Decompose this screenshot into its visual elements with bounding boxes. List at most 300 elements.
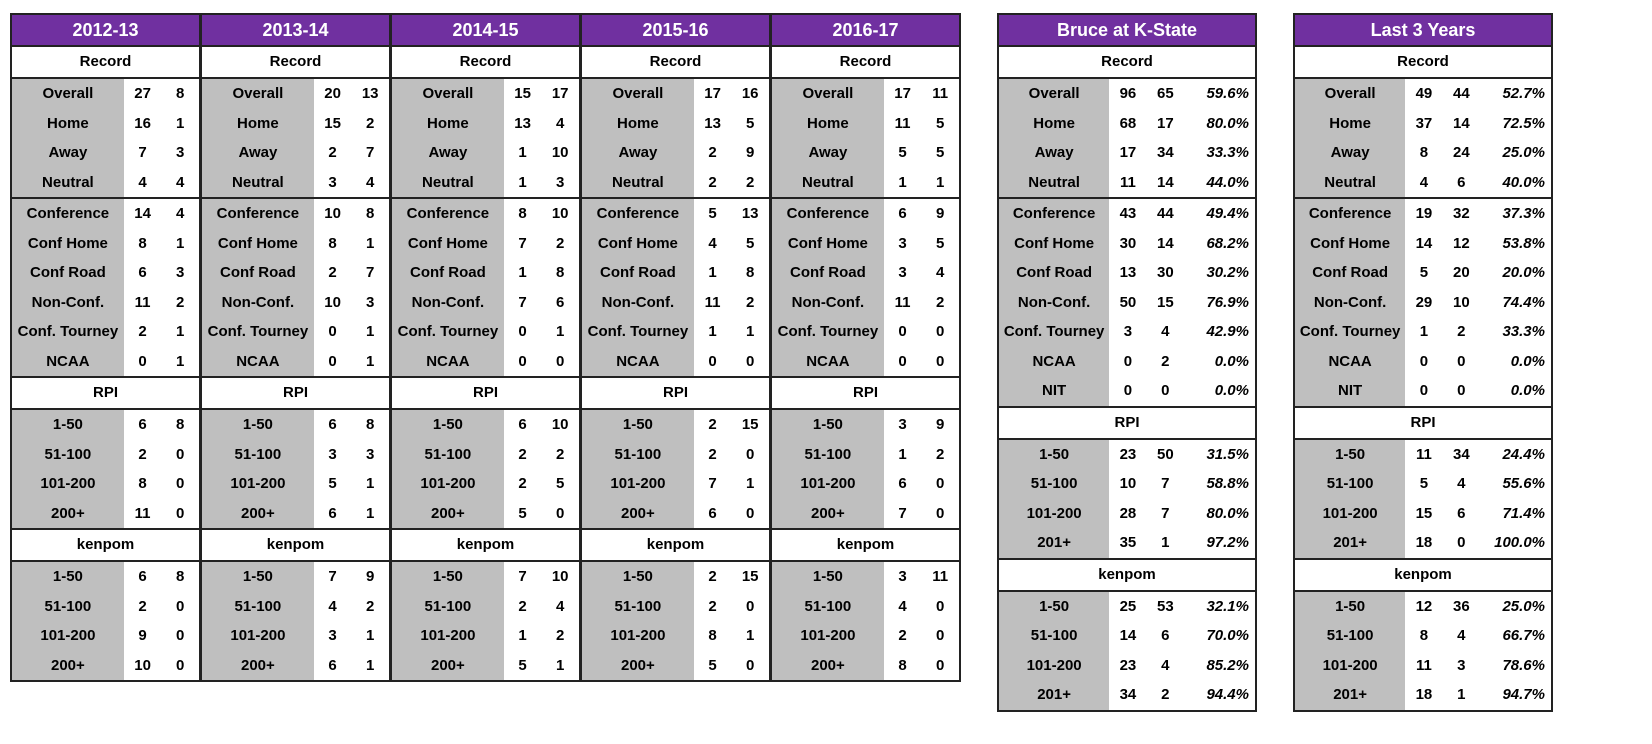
- losses-value: 4: [1161, 656, 1170, 674]
- stat-label: Overall: [999, 79, 1109, 109]
- section-header: Record: [202, 47, 389, 79]
- stat-label: Conf. Tourney: [202, 317, 314, 347]
- stat-row: [772, 592, 959, 622]
- losses-value: 34: [1157, 144, 1174, 162]
- losses-value: 1: [746, 627, 755, 645]
- stat-label: Neutral: [1295, 168, 1405, 198]
- losses-value: 1: [746, 323, 755, 341]
- wins-value: 3: [328, 445, 337, 463]
- stat-label: Away: [1295, 138, 1405, 168]
- stat-row: [12, 410, 199, 440]
- stat-row: [202, 79, 389, 109]
- section-header: Record: [999, 47, 1255, 79]
- win-pct-value: 72.5%: [1502, 114, 1545, 132]
- wins-value: 14: [1119, 627, 1137, 645]
- summaries-title: Bruce at K-State: [999, 15, 1255, 47]
- losses-value: 1: [366, 475, 375, 493]
- stat-row: [12, 79, 199, 109]
- wins-value: 10: [1119, 475, 1137, 493]
- losses-value: 0: [936, 352, 945, 370]
- stat-row: [392, 79, 579, 109]
- wins-value: 3: [898, 264, 907, 282]
- wins-value: 5: [518, 656, 527, 674]
- stat-label: Non-Conf.: [582, 288, 694, 318]
- stat-label: 1-50: [392, 562, 504, 592]
- win-pct-value: 66.7%: [1502, 627, 1545, 645]
- losses-value: 2: [556, 445, 565, 463]
- stat-label: Overall: [772, 79, 884, 109]
- losses-value: 0: [556, 504, 565, 522]
- wins-value: 13: [1119, 264, 1137, 282]
- stat-label: 1-50: [582, 562, 694, 592]
- row-group: [1295, 440, 1551, 560]
- wins-value: 6: [138, 264, 147, 282]
- stat-label: Conf. Tourney: [1295, 317, 1405, 347]
- wins-value: 5: [1419, 264, 1429, 282]
- stat-label: NCAA: [202, 347, 314, 377]
- stat-label: Conference: [392, 199, 504, 229]
- win-pct-value: 25.0%: [1502, 144, 1545, 162]
- wins-value: 2: [708, 416, 717, 434]
- stat-row: [12, 288, 199, 318]
- stat-row: [999, 79, 1255, 109]
- stat-row: [1295, 651, 1551, 681]
- stat-row: [392, 562, 579, 592]
- win-pct-value: 52.7%: [1502, 85, 1545, 103]
- stat-row: [999, 109, 1255, 139]
- losses-value: 0: [176, 504, 185, 522]
- wins-value: 8: [898, 656, 907, 674]
- stat-label: 51-100: [772, 440, 884, 470]
- win-pct-value: 20.0%: [1502, 264, 1545, 282]
- stat-row: [772, 499, 959, 529]
- losses-value: 8: [366, 416, 375, 434]
- stat-label: 101-200: [202, 469, 314, 499]
- row-group: [202, 562, 389, 680]
- wins-value: 2: [708, 173, 717, 191]
- stat-row: [202, 469, 389, 499]
- win-pct-value: 0.0%: [1510, 382, 1545, 400]
- losses-value: 0: [936, 597, 945, 615]
- losses-value: 0: [176, 627, 185, 645]
- row-group: [772, 199, 959, 378]
- wins-value: 3: [1123, 323, 1133, 341]
- stat-label: Conf. Tourney: [12, 317, 124, 347]
- wins-value: 7: [138, 144, 147, 162]
- wins-value: 68: [1119, 114, 1137, 132]
- section-header: kenpom: [1295, 560, 1551, 592]
- stat-row: [1295, 469, 1551, 499]
- win-pct-value: 68.2%: [1206, 234, 1249, 252]
- stat-label: 200+: [582, 499, 694, 529]
- wins-value: 2: [518, 475, 527, 493]
- losses-value: 1: [176, 114, 185, 132]
- stat-label: 201+: [999, 680, 1109, 710]
- stat-label: Home: [772, 109, 884, 139]
- losses-value: 30: [1157, 264, 1174, 282]
- stat-label: Home: [202, 109, 314, 139]
- stat-row: [202, 621, 389, 651]
- stat-row: [1295, 317, 1551, 347]
- wins-value: 1: [518, 264, 527, 282]
- wins-value: 8: [518, 205, 527, 223]
- losses-value: 4: [366, 173, 375, 191]
- losses-value: 8: [556, 264, 565, 282]
- stat-label: 200+: [772, 651, 884, 681]
- stat-label: Neutral: [392, 168, 504, 198]
- summaries-panel: [1293, 13, 1553, 712]
- wins-value: 25: [1119, 597, 1137, 615]
- losses-value: 14: [1453, 114, 1470, 132]
- stat-row: [392, 288, 579, 318]
- win-pct-value: 24.4%: [1502, 445, 1545, 463]
- stat-row: [12, 109, 199, 139]
- stat-label: 101-200: [392, 621, 504, 651]
- stat-row: [12, 592, 199, 622]
- stat-label: 1-50: [12, 410, 124, 440]
- wins-value: 11: [704, 293, 721, 311]
- stat-label: 101-200: [1295, 651, 1405, 681]
- row-group: [202, 410, 389, 530]
- stat-label: Away: [999, 138, 1109, 168]
- stat-label: Away: [202, 138, 314, 168]
- stat-label: 51-100: [12, 440, 124, 470]
- stat-row: [582, 440, 769, 470]
- stat-row: [772, 258, 959, 288]
- wins-value: 23: [1119, 656, 1137, 674]
- wins-value: 6: [138, 568, 147, 586]
- win-pct-value: 55.6%: [1502, 475, 1545, 493]
- losses-value: 1: [1457, 686, 1466, 704]
- wins-value: 8: [1419, 144, 1429, 162]
- stat-label: NIT: [999, 376, 1109, 406]
- stat-label: Overall: [1295, 79, 1405, 109]
- win-pct-value: 97.2%: [1206, 534, 1249, 552]
- win-pct-value: 74.4%: [1502, 293, 1545, 311]
- wins-value: 8: [328, 234, 337, 252]
- wins-value: 2: [708, 568, 717, 586]
- wins-value: 3: [898, 568, 907, 586]
- stat-label: Home: [392, 109, 504, 139]
- losses-value: 1: [176, 323, 185, 341]
- stat-label: NIT: [1295, 376, 1405, 406]
- stat-row: [772, 621, 959, 651]
- losses-value: 6: [1161, 627, 1170, 645]
- losses-value: 11: [932, 85, 949, 103]
- wins-value: 1: [1419, 323, 1429, 341]
- stat-row: [999, 199, 1255, 229]
- stat-row: [392, 499, 579, 529]
- row-group: [392, 562, 579, 680]
- stat-row: [582, 592, 769, 622]
- stat-row: [772, 168, 959, 198]
- row-group: [392, 199, 579, 378]
- section-header: Record: [582, 47, 769, 79]
- stat-row: [582, 562, 769, 592]
- losses-value: 2: [936, 445, 945, 463]
- losses-value: 0: [176, 656, 185, 674]
- section-header: RPI: [582, 378, 769, 410]
- losses-value: 4: [1457, 475, 1466, 493]
- losses-value: 4: [176, 205, 185, 223]
- stat-row: [582, 109, 769, 139]
- stat-label: 1-50: [582, 410, 694, 440]
- wins-value: 5: [328, 475, 337, 493]
- losses-value: 0: [1161, 382, 1170, 400]
- stat-label: 1-50: [772, 562, 884, 592]
- stat-row: [392, 109, 579, 139]
- losses-value: 0: [746, 504, 755, 522]
- losses-value: 8: [176, 416, 185, 434]
- win-pct-value: 71.4%: [1502, 504, 1545, 522]
- wins-value: 2: [898, 627, 907, 645]
- stat-label: Away: [392, 138, 504, 168]
- stat-row: [582, 229, 769, 259]
- losses-value: 3: [176, 144, 185, 162]
- losses-value: 8: [176, 85, 185, 103]
- stat-label: Non-Conf.: [12, 288, 124, 318]
- wins-value: 2: [708, 445, 717, 463]
- stat-label: 1-50: [1295, 440, 1405, 470]
- stat-row: [999, 440, 1255, 470]
- losses-value: 1: [556, 656, 565, 674]
- stat-row: [12, 621, 199, 651]
- wins-value: 0: [138, 352, 147, 370]
- wins-value: 2: [708, 144, 717, 162]
- section-header: Record: [392, 47, 579, 79]
- row-group: [12, 562, 199, 680]
- wins-value: 11: [894, 114, 911, 132]
- stat-label: 51-100: [999, 621, 1109, 651]
- wins-value: 7: [708, 475, 717, 493]
- stat-label: Home: [12, 109, 124, 139]
- row-group: [12, 410, 199, 530]
- stat-label: 101-200: [392, 469, 504, 499]
- stat-row: [202, 109, 389, 139]
- stat-row: [999, 138, 1255, 168]
- wins-value: 11: [1416, 445, 1432, 463]
- losses-value: 1: [176, 352, 185, 370]
- losses-value: 2: [176, 293, 185, 311]
- summaries-title: Last 3 Years: [1295, 15, 1551, 47]
- losses-value: 3: [1457, 656, 1466, 674]
- win-pct-value: 0.0%: [1510, 352, 1545, 370]
- stat-row: [772, 469, 959, 499]
- stat-row: [12, 651, 199, 681]
- wins-value: 29: [1415, 293, 1433, 311]
- row-group: [12, 79, 199, 199]
- section-header: RPI: [999, 408, 1255, 440]
- stat-row: [12, 469, 199, 499]
- wins-value: 3: [898, 234, 907, 252]
- stat-row: [392, 258, 579, 288]
- losses-value: 3: [176, 264, 185, 282]
- losses-value: 1: [556, 323, 565, 341]
- wins-value: 5: [708, 205, 717, 223]
- stat-label: 101-200: [772, 621, 884, 651]
- stat-row: [582, 79, 769, 109]
- stat-row: [772, 410, 959, 440]
- stat-label: Conf Home: [12, 229, 124, 259]
- row-group: [392, 79, 579, 199]
- stat-label: Conf Road: [1295, 258, 1405, 288]
- losses-value: 15: [1157, 293, 1174, 311]
- stat-row: [772, 79, 959, 109]
- losses-value: 1: [366, 234, 375, 252]
- stat-label: Non-Conf.: [202, 288, 314, 318]
- stat-label: Conf Road: [999, 258, 1109, 288]
- wins-value: 1: [898, 445, 907, 463]
- stat-row: [12, 347, 199, 377]
- wins-value: 13: [514, 114, 531, 132]
- wins-value: 2: [138, 323, 147, 341]
- wins-value: 1: [898, 173, 907, 191]
- wins-value: 0: [518, 352, 527, 370]
- losses-value: 12: [1453, 234, 1470, 252]
- stat-row: [582, 651, 769, 681]
- stat-row: [392, 651, 579, 681]
- stat-label: 200+: [772, 499, 884, 529]
- wins-value: 8: [708, 627, 717, 645]
- stat-row: [999, 469, 1255, 499]
- win-pct-value: 70.0%: [1206, 627, 1249, 645]
- stat-label: Away: [582, 138, 694, 168]
- stat-row: [12, 317, 199, 347]
- wins-value: 17: [1119, 144, 1137, 162]
- losses-value: 44: [1453, 85, 1470, 103]
- win-pct-value: 32.1%: [1206, 597, 1249, 615]
- stat-label: Conf Home: [999, 229, 1109, 259]
- stat-row: [392, 592, 579, 622]
- losses-value: 9: [936, 205, 945, 223]
- stat-row: [772, 562, 959, 592]
- losses-value: 5: [746, 234, 755, 252]
- stat-label: Overall: [582, 79, 694, 109]
- wins-value: 3: [328, 173, 337, 191]
- losses-value: 7: [1161, 475, 1170, 493]
- wins-value: 3: [328, 627, 337, 645]
- stat-row: [1295, 621, 1551, 651]
- losses-value: 3: [366, 445, 375, 463]
- stat-label: 200+: [202, 499, 314, 529]
- wins-value: 1: [518, 627, 527, 645]
- losses-value: 2: [556, 234, 565, 252]
- losses-value: 4: [936, 264, 945, 282]
- stat-row: [202, 317, 389, 347]
- losses-value: 1: [366, 656, 375, 674]
- seasons-panel: [580, 13, 771, 682]
- stat-row: [772, 109, 959, 139]
- stat-label: NCAA: [772, 347, 884, 377]
- seasons-title: 2015-16: [582, 15, 769, 47]
- stat-label: 101-200: [12, 621, 124, 651]
- stat-row: [12, 499, 199, 529]
- stat-label: 1-50: [772, 410, 884, 440]
- stat-row: [772, 288, 959, 318]
- wins-value: 10: [324, 205, 341, 223]
- losses-value: 1: [1161, 534, 1170, 552]
- wins-value: 0: [518, 323, 527, 341]
- win-pct-value: 80.0%: [1206, 504, 1249, 522]
- losses-value: 17: [1157, 114, 1174, 132]
- seasons-panel: [200, 13, 391, 682]
- stat-label: 1-50: [12, 562, 124, 592]
- wins-value: 2: [138, 445, 147, 463]
- stat-label: Conf Home: [392, 229, 504, 259]
- stat-label: Conference: [772, 199, 884, 229]
- wins-value: 17: [704, 85, 721, 103]
- seasons-panel: [10, 13, 201, 682]
- row-group: [999, 592, 1255, 710]
- stat-label: Non-Conf.: [772, 288, 884, 318]
- losses-value: 36: [1453, 597, 1470, 615]
- stat-row: [772, 317, 959, 347]
- stat-row: [392, 199, 579, 229]
- losses-value: 0: [746, 597, 755, 615]
- stat-label: Neutral: [12, 168, 124, 198]
- row-group: [582, 410, 769, 530]
- stat-row: [202, 138, 389, 168]
- stat-row: [202, 651, 389, 681]
- win-pct-value: 33.3%: [1206, 144, 1249, 162]
- stat-row: [999, 651, 1255, 681]
- stat-label: Conf. Tourney: [999, 317, 1109, 347]
- losses-value: 10: [551, 144, 569, 162]
- section-header: kenpom: [772, 530, 959, 562]
- losses-value: 3: [556, 173, 565, 191]
- stat-row: [392, 621, 579, 651]
- stat-row: [999, 168, 1255, 198]
- losses-value: 2: [1457, 323, 1466, 341]
- section-header: RPI: [12, 378, 199, 410]
- wins-value: 11: [1120, 173, 1136, 191]
- losses-value: 9: [366, 568, 375, 586]
- losses-value: 32: [1453, 205, 1470, 223]
- stat-label: 1-50: [999, 440, 1109, 470]
- stat-label: 1-50: [202, 410, 314, 440]
- losses-value: 9: [936, 416, 945, 434]
- win-pct-value: 53.8%: [1502, 234, 1545, 252]
- losses-value: 20: [1453, 264, 1470, 282]
- losses-value: 2: [1161, 352, 1170, 370]
- stat-row: [202, 288, 389, 318]
- stat-row: [582, 499, 769, 529]
- losses-value: 1: [936, 173, 945, 191]
- row-group: [202, 199, 389, 378]
- stat-row: [999, 376, 1255, 406]
- stat-label: 51-100: [202, 440, 314, 470]
- section-header: RPI: [392, 378, 579, 410]
- stat-label: 51-100: [999, 469, 1109, 499]
- wins-value: 19: [1415, 205, 1433, 223]
- stat-label: 1-50: [1295, 592, 1405, 622]
- wins-value: 2: [518, 597, 527, 615]
- wins-value: 11: [134, 293, 151, 311]
- stat-row: [12, 168, 199, 198]
- section-header: Record: [1295, 47, 1551, 79]
- wins-value: 5: [1419, 475, 1429, 493]
- stat-label: 201+: [1295, 528, 1405, 558]
- win-pct-value: 80.0%: [1206, 114, 1249, 132]
- losses-value: 0: [936, 656, 945, 674]
- stat-row: [1295, 347, 1551, 377]
- wins-value: 2: [328, 264, 337, 282]
- stat-row: [392, 168, 579, 198]
- stat-label: 51-100: [1295, 469, 1405, 499]
- losses-value: 44: [1157, 205, 1174, 223]
- stat-label: Non-Conf.: [1295, 288, 1405, 318]
- losses-value: 4: [1457, 627, 1466, 645]
